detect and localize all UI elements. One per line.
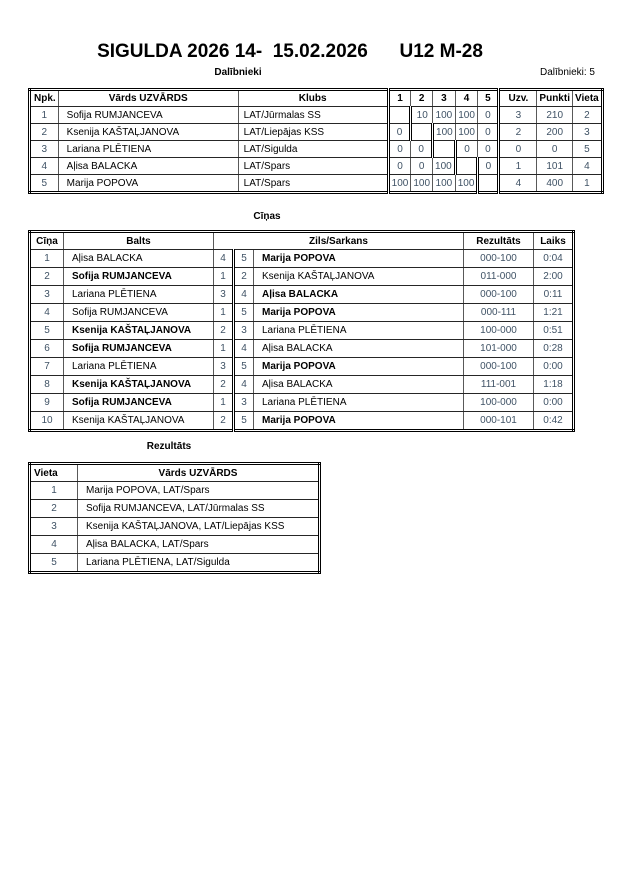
score-cell-diagonal	[433, 141, 456, 158]
participant-row	[30, 141, 603, 158]
fight-row	[30, 376, 574, 394]
score-cell: 0	[388, 124, 411, 141]
participant-name: Sofija RUMJANCEVA	[58, 107, 238, 124]
result-name: Sofija RUMJANCEVA, LAT/Jūrmalas SS	[78, 500, 320, 518]
fight-time: 0:00	[534, 394, 574, 412]
result-name: Marija POPOVA, LAT/Spars	[78, 482, 320, 500]
participants-table	[28, 88, 604, 194]
blue-fighter-seed: 5	[234, 358, 254, 376]
participant-row	[30, 107, 603, 124]
blue-fighter-seed: 2	[234, 268, 254, 286]
results-header-row	[30, 464, 320, 482]
fight-number: 3	[30, 286, 64, 304]
fight-result: 000-100	[464, 286, 534, 304]
fight-result: 011-000	[464, 268, 534, 286]
results-caption: Rezultāts	[146, 441, 192, 452]
fight-row	[30, 340, 574, 358]
white-fighter-seed: 1	[214, 268, 234, 286]
result-name: Lariana PLĒTIENA, LAT/Sigulda	[78, 554, 320, 573]
white-fighter-seed: 1	[214, 394, 234, 412]
fight-number: 5	[30, 322, 64, 340]
col-round-1: 1	[388, 90, 411, 107]
fight-number: 7	[30, 358, 64, 376]
participant-club: LAT/Sigulda	[238, 141, 388, 158]
fight-result: 000-100	[464, 250, 534, 268]
score-cell: 100	[433, 175, 456, 193]
result-name: Aļisa BALACKA, LAT/Spars	[78, 536, 320, 554]
white-fighter: Sofija RUMJANCEVA	[64, 304, 214, 322]
white-fighter-seed: 1	[214, 304, 234, 322]
result-row	[30, 500, 320, 518]
col-wins: Uzv.	[499, 90, 537, 107]
blue-fighter: Ksenija KAŠTAĻJANOVA	[254, 268, 464, 286]
white-fighter: Ksenija KAŠTAĻJANOVA	[64, 322, 214, 340]
result-row	[30, 536, 320, 554]
participants-count: Dalībnieki: 5	[539, 67, 595, 78]
participant-club: LAT/Liepājas KSS	[238, 124, 388, 141]
participant-name: Aļisa BALACKA	[58, 158, 238, 175]
participant-npk: 2	[30, 124, 59, 141]
col-club: Klubs	[238, 90, 388, 107]
fight-row	[30, 250, 574, 268]
fight-time: 0:00	[534, 358, 574, 376]
fight-time: 0:11	[534, 286, 574, 304]
white-fighter: Lariana PLĒTIENA	[64, 358, 214, 376]
blue-fighter: Aļisa BALACKA	[254, 376, 464, 394]
col-result: Rezultāts	[464, 232, 534, 250]
blue-fighter: Aļisa BALACKA	[254, 286, 464, 304]
result-place: 2	[30, 500, 78, 518]
blue-fighter: Lariana PLĒTIENA	[254, 322, 464, 340]
result-place: 4	[30, 536, 78, 554]
blue-fighter-seed: 4	[234, 376, 254, 394]
score-cell: 0	[478, 141, 499, 158]
blue-fighter: Marija POPOVA	[254, 358, 464, 376]
result-row	[30, 554, 320, 573]
participant-row	[30, 124, 603, 141]
fight-row	[30, 358, 574, 376]
score-cell: 0	[478, 158, 499, 175]
participant-points: 101	[537, 158, 573, 175]
score-cell: 10	[411, 107, 433, 124]
col-round-2: 2	[411, 90, 433, 107]
fight-time: 0:51	[534, 322, 574, 340]
blue-fighter: Lariana PLĒTIENA	[254, 394, 464, 412]
fight-result: 101-000	[464, 340, 534, 358]
participant-npk: 5	[30, 175, 59, 193]
participants-caption: Dalībnieki	[214, 67, 262, 78]
col-white: Balts	[64, 232, 214, 250]
white-fighter-seed: 4	[214, 250, 234, 268]
participant-place: 1	[572, 175, 602, 193]
score-cell: 0	[388, 141, 411, 158]
white-fighter-seed: 2	[214, 322, 234, 340]
col-round-3: 3	[433, 90, 456, 107]
score-cell: 100	[455, 107, 478, 124]
fight-row	[30, 286, 574, 304]
fight-row	[30, 322, 574, 340]
participant-points: 210	[537, 107, 573, 124]
white-fighter-seed: 2	[214, 412, 234, 431]
fight-time: 0:42	[534, 412, 574, 431]
col-round-4: 4	[455, 90, 478, 107]
col-time: Laiks	[534, 232, 574, 250]
fight-number: 1	[30, 250, 64, 268]
blue-fighter-seed: 3	[234, 322, 254, 340]
participant-name: Marija POPOVA	[58, 175, 238, 193]
fight-time: 1:18	[534, 376, 574, 394]
fight-number: 2	[30, 268, 64, 286]
white-fighter: Lariana PLĒTIENA	[64, 286, 214, 304]
participant-place: 4	[572, 158, 602, 175]
blue-fighter: Aļisa BALACKA	[254, 340, 464, 358]
score-cell-diagonal	[411, 124, 433, 141]
fight-result: 000-111	[464, 304, 534, 322]
score-cell: 100	[411, 175, 433, 193]
blue-fighter-seed: 3	[234, 394, 254, 412]
blue-fighter-seed: 4	[234, 340, 254, 358]
fight-row	[30, 394, 574, 412]
participant-points: 200	[537, 124, 573, 141]
fight-number: 6	[30, 340, 64, 358]
score-cell-diagonal	[478, 175, 499, 193]
participant-place: 2	[572, 107, 602, 124]
score-cell: 0	[411, 158, 433, 175]
blue-fighter-seed: 5	[234, 412, 254, 431]
score-cell: 0	[478, 107, 499, 124]
fight-result: 111-001	[464, 376, 534, 394]
fight-result: 100-000	[464, 394, 534, 412]
white-fighter: Sofija RUMJANCEVA	[64, 394, 214, 412]
participant-wins: 0	[499, 141, 537, 158]
score-cell: 100	[388, 175, 411, 193]
white-fighter-seed: 2	[214, 376, 234, 394]
white-fighter-seed: 3	[214, 358, 234, 376]
fight-result: 000-100	[464, 358, 534, 376]
participant-points: 0	[537, 141, 573, 158]
white-fighter-seed: 3	[214, 286, 234, 304]
col-name: Vārds UZVĀRDS	[58, 90, 238, 107]
participant-npk: 3	[30, 141, 59, 158]
white-fighter: Sofija RUMJANCEVA	[64, 268, 214, 286]
blue-fighter: Marija POPOVA	[254, 304, 464, 322]
white-fighter: Ksenija KAŠTAĻJANOVA	[64, 412, 214, 431]
participant-row	[30, 158, 603, 175]
score-cell: 0	[411, 141, 433, 158]
participant-club: LAT/Jūrmalas SS	[238, 107, 388, 124]
fights-table	[28, 230, 575, 432]
white-fighter: Ksenija KAŠTAĻJANOVA	[64, 376, 214, 394]
blue-fighter-seed: 5	[234, 250, 254, 268]
participant-wins: 3	[499, 107, 537, 124]
participant-place: 3	[572, 124, 602, 141]
results-table	[28, 462, 321, 574]
participant-points: 400	[537, 175, 573, 193]
fight-number: 8	[30, 376, 64, 394]
fight-row	[30, 268, 574, 286]
fight-number: 10	[30, 412, 64, 431]
participant-npk: 1	[30, 107, 59, 124]
score-cell: 100	[455, 124, 478, 141]
score-cell: 100	[455, 175, 478, 193]
score-cell: 0	[455, 141, 478, 158]
participant-row	[30, 175, 603, 193]
participant-wins: 1	[499, 158, 537, 175]
fight-number: 4	[30, 304, 64, 322]
fights-caption: Cīņas	[253, 211, 281, 222]
participant-npk: 4	[30, 158, 59, 175]
col-points: Punkti	[537, 90, 573, 107]
fight-time: 2:00	[534, 268, 574, 286]
result-place: 5	[30, 554, 78, 573]
score-cell: 100	[433, 158, 456, 175]
page-title: SIGULDA 2026 14- 15.02.2026 U12 M-28	[97, 41, 483, 62]
participant-wins: 4	[499, 175, 537, 193]
col-blue: Zils/Sarkans	[214, 232, 464, 250]
fight-row	[30, 304, 574, 322]
white-fighter: Sofija RUMJANCEVA	[64, 340, 214, 358]
blue-fighter-seed: 5	[234, 304, 254, 322]
fight-number: 9	[30, 394, 64, 412]
fight-time: 0:04	[534, 250, 574, 268]
blue-fighter: Marija POPOVA	[254, 412, 464, 431]
participant-name: Ksenija KAŠTAĻJANOVA	[58, 124, 238, 141]
fight-time: 1:21	[534, 304, 574, 322]
participants-header-row	[30, 90, 603, 107]
blue-fighter: Marija POPOVA	[254, 250, 464, 268]
score-cell: 100	[433, 107, 456, 124]
result-place: 3	[30, 518, 78, 536]
result-row	[30, 482, 320, 500]
white-fighter: Aļisa BALACKA	[64, 250, 214, 268]
fight-time: 0:28	[534, 340, 574, 358]
col-round-5: 5	[478, 90, 499, 107]
participant-club: LAT/Spars	[238, 175, 388, 193]
score-cell: 0	[478, 124, 499, 141]
fight-result: 000-101	[464, 412, 534, 431]
blue-fighter-seed: 4	[234, 286, 254, 304]
score-cell-diagonal	[388, 107, 411, 124]
result-row	[30, 518, 320, 536]
fight-row	[30, 412, 574, 431]
white-fighter-seed: 1	[214, 340, 234, 358]
score-cell: 0	[388, 158, 411, 175]
col-place: Vieta	[30, 464, 78, 482]
result-place: 1	[30, 482, 78, 500]
participant-club: LAT/Spars	[238, 158, 388, 175]
col-name: Vārds UZVĀRDS	[78, 464, 320, 482]
fights-header-row	[30, 232, 574, 250]
col-place: Vieta	[572, 90, 602, 107]
fight-result: 100-000	[464, 322, 534, 340]
result-name: Ksenija KAŠTAĻJANOVA, LAT/Liepājas KSS	[78, 518, 320, 536]
participant-name: Lariana PLĒTIENA	[58, 141, 238, 158]
col-fight: Cīņa	[30, 232, 64, 250]
col-npk: Npk.	[30, 90, 59, 107]
participant-wins: 2	[499, 124, 537, 141]
score-cell: 100	[433, 124, 456, 141]
participant-place: 5	[572, 141, 602, 158]
score-cell-diagonal	[455, 158, 478, 175]
